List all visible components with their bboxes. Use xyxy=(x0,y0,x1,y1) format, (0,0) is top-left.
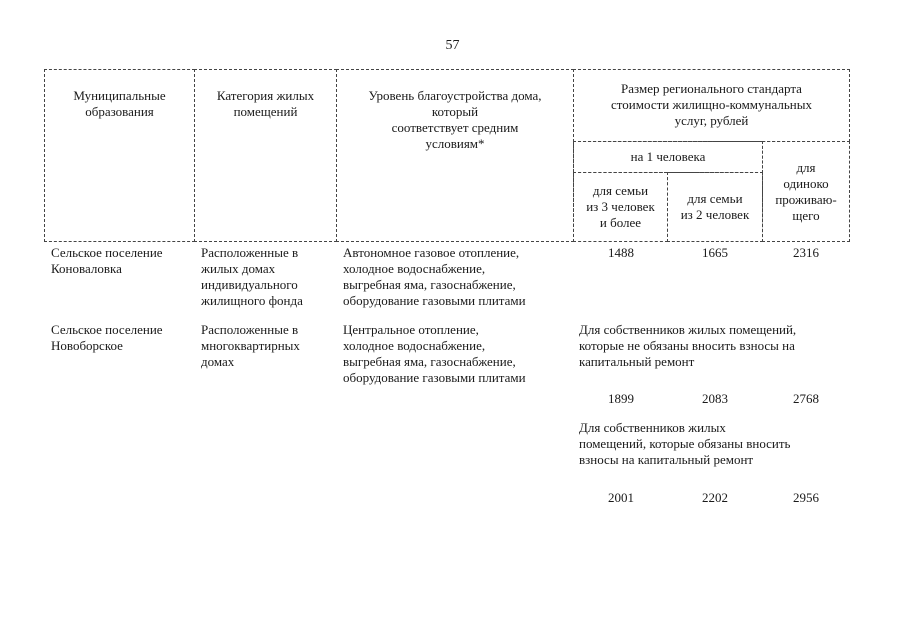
value-family2: 1665 xyxy=(702,245,728,260)
header-family3: для семьи из 3 человек и более xyxy=(573,172,668,242)
header-standard: Размер регионального стандарта стоимости жилищно-коммунальных услуг, рублей xyxy=(573,69,850,142)
row-municipality: Сельское поселение Коноваловка xyxy=(51,245,163,276)
row-municipality: Сельское поселение Новоборское xyxy=(51,322,163,353)
value-family3: 1488 xyxy=(608,245,634,260)
row-note: Для собственников жилых помещений, которые обязаны вносить взносы на капитальный ремонт xyxy=(579,420,791,467)
header-level: Уровень благоустройства дома, который соответствует средним условиям* xyxy=(336,69,574,242)
header-family2: для семьи из 2 человек xyxy=(667,172,763,242)
row-note: Для собственников жилых помещений, которые не обязаны вносить взносы на капитальный ремонт xyxy=(579,322,797,369)
value-family3: 1899 xyxy=(608,391,634,406)
page-number: 57 xyxy=(445,38,460,53)
value-family2: 2083 xyxy=(702,391,728,406)
header-municipality: Муниципальные образования xyxy=(44,69,195,242)
value-family3: 2001 xyxy=(608,490,634,505)
header-per-person: на 1 человека xyxy=(573,141,763,173)
row-category: Расположенные в жилых домах индивидуального жилищного фонда xyxy=(201,245,303,308)
value-single: 2768 xyxy=(793,391,819,406)
value-family2: 2202 xyxy=(702,490,728,505)
value-single: 2956 xyxy=(793,490,819,505)
row-level: Центральное отопление, холодное водоснабжение, выгребная яма, газоснабжение, оборудование газовыми плитами xyxy=(343,322,526,385)
header-single: для одиноко проживаю- щего xyxy=(762,141,850,242)
header-category: Категория жилых помещений xyxy=(194,69,337,242)
value-single: 2316 xyxy=(793,245,819,260)
row-level: Автономное газовое отопление, холодное водоснабжение, выгребная яма, газоснабжение, оборудование газовыми плитами xyxy=(343,245,526,308)
row-category: Расположенные в многоквартирных домах xyxy=(201,322,300,369)
